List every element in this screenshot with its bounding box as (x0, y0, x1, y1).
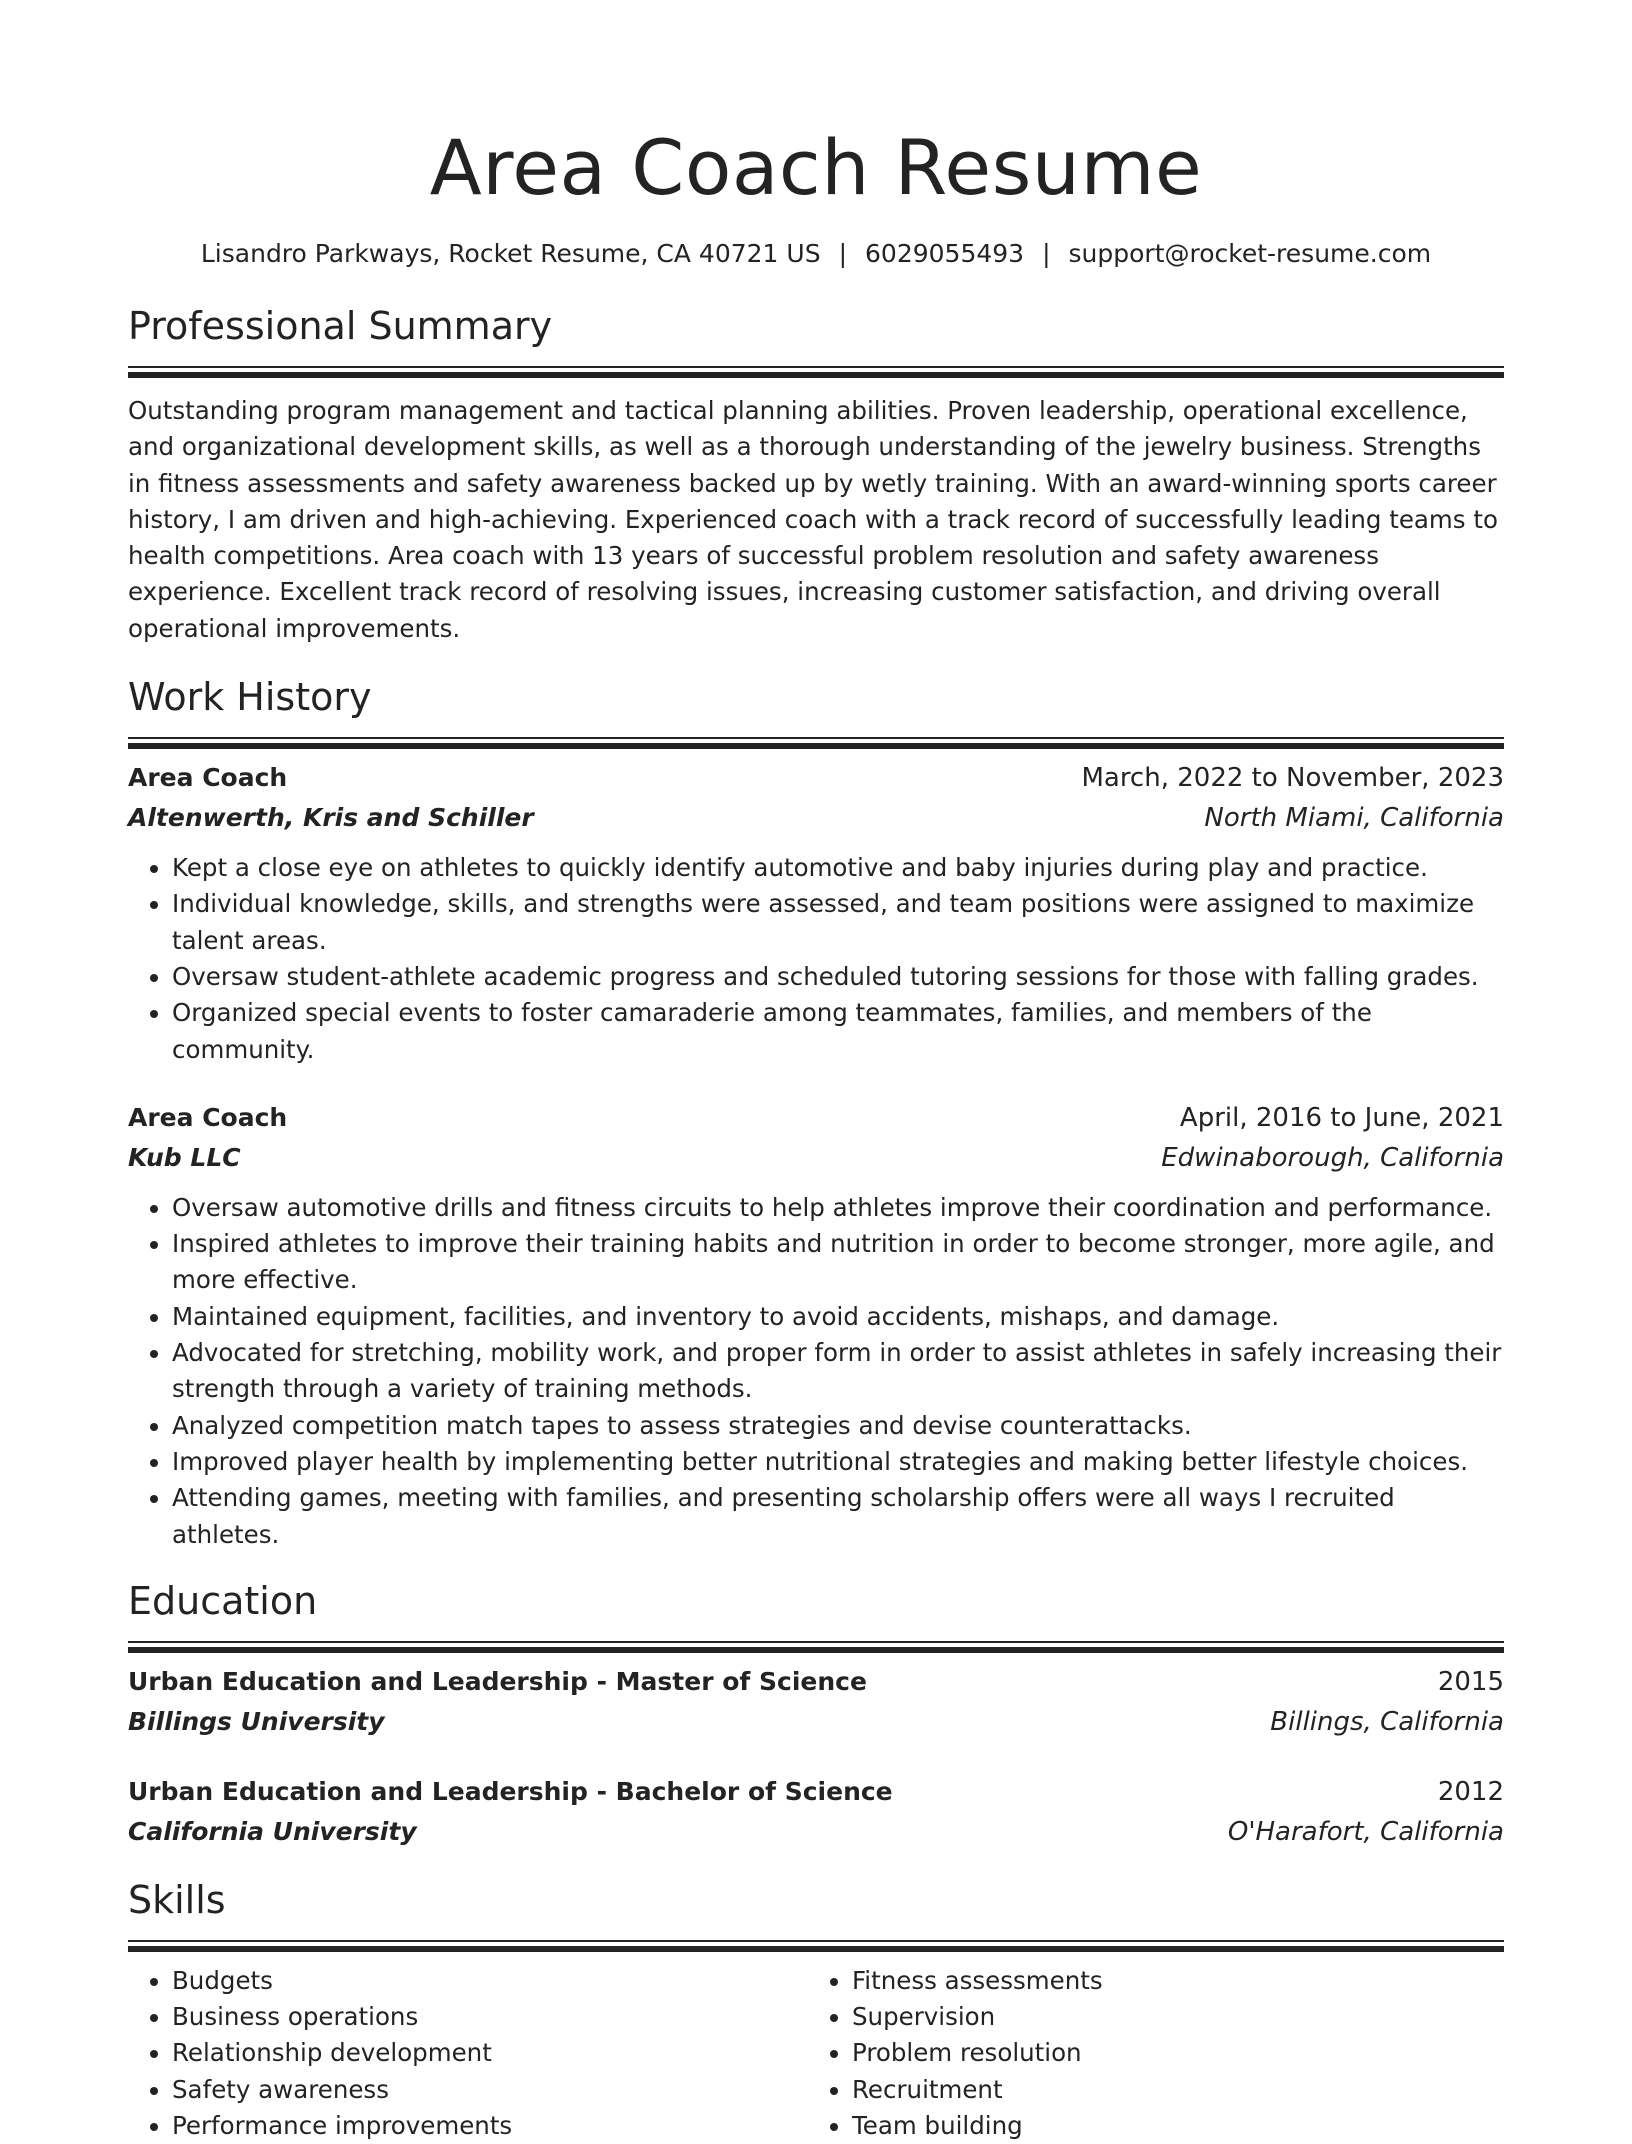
skills-list-right (808, 1963, 1488, 2144)
school-location: O'Harafort, California (1227, 1816, 1504, 1847)
section-heading-education: Education (128, 1578, 318, 1623)
graduation-year: 2015 (1437, 1666, 1504, 1697)
section-divider (128, 1641, 1504, 1652)
skill-item: • Recruitment (852, 2072, 1488, 2108)
degree-name: Urban Education and Leadership - Master of Science (128, 1666, 867, 1696)
employer-name: Kub LLC (128, 1142, 241, 1172)
job-title: Area Coach (128, 763, 288, 793)
job-location: Edwinaborough, California (1161, 1142, 1504, 1173)
school-name: California University (128, 1816, 417, 1846)
job-dates: April, 2016 to June, 2021 (1179, 1102, 1504, 1133)
contact-separator: | (1042, 239, 1051, 268)
employer-name: Altenwerth, Kris and Schiller (128, 803, 534, 833)
contact-line (128, 236, 1504, 272)
skill-item: • Problem resolution (852, 2035, 1488, 2071)
education-entry (128, 1662, 1504, 1742)
job-dates: March, 2022 to November, 2023 (1081, 763, 1504, 794)
contact-phone: 6029055493 (865, 239, 1025, 268)
job-duty: • Oversaw student-athlete academic progress and scheduled tutoring sessions for those with falling grades. (172, 959, 1504, 995)
job-duty: • Attending games, meeting with families, and presenting scholarship offers were all ways I recruited athletes. (172, 1480, 1504, 1553)
resume-title: Area Coach Resume (429, 123, 1203, 212)
school-name: Billings University (128, 1706, 385, 1736)
job-duty: • Individual knowledge, skills, and strengths were assessed, and team positions were assigned to maximize talent areas. (172, 886, 1504, 959)
job-location: North Miami, California (1204, 803, 1504, 834)
job-duty: • Inspired athletes to improve their training habits and nutrition in order to become stronger, more agile, and more effective. (172, 1226, 1504, 1299)
skill-item: • Business operations (172, 1999, 808, 2035)
summary-text: Outstanding program management and tactical planning abilities. Proven leadership, operational excellence, and organizational development skills, as well as a thorough understanding of the jewelry business. Strengths in fitness assessments and safety awareness backed up by wetly training. With an award-winning sports career history, I am driven and high-achieving. Experienced coach with a track record of successfully leading teams to health competitions. Area coach with 13 years of successful problem resolution and safety awareness experience. Excellent track record of resolving issues, increasing customer satisfaction, and driving overall operational improvements. (128, 396, 1498, 643)
job-duty: • Kept a close eye on athletes to quickly identify automotive and baby injuries during play and practice. (172, 850, 1504, 886)
work-history-section (128, 671, 1504, 1553)
skill-item: • Relationship development (172, 2035, 808, 2071)
skill-item: • Team building (852, 2108, 1488, 2144)
skill-item: • Fitness assessments (852, 1963, 1488, 1999)
summary-section (128, 300, 1504, 647)
skill-item: • Performance improvements (172, 2108, 808, 2144)
job-duty: • Analyzed competition match tapes to assess strategies and devise counterattacks. (172, 1408, 1504, 1444)
job-duty: • Advocated for stretching, mobility work, and proper form in order to assist athletes in safely increasing their strength through a variety of training methods. (172, 1335, 1504, 1408)
job-duty: • Oversaw automotive drills and fitness circuits to help athletes improve their coordination and performance. (172, 1190, 1504, 1226)
section-divider (128, 1940, 1504, 1951)
job-duty: • Maintained equipment, facilities, and inventory to avoid accidents, mishaps, and damage. (172, 1299, 1504, 1335)
job-entry (128, 758, 1504, 1068)
education-entry (128, 1772, 1504, 1852)
education-section (128, 1575, 1504, 1852)
contact-email: support@rocket-resume.com (1068, 239, 1432, 268)
job-title: Area Coach (128, 1102, 288, 1132)
skills-columns (128, 1963, 1504, 2144)
section-heading-skills: Skills (128, 1877, 226, 1922)
job-duties-list (128, 1190, 1504, 1553)
job-entry (128, 1098, 1504, 1553)
skills-section (128, 1874, 1504, 2144)
job-duty: • Improved player health by implementing better nutritional strategies and making better lifestyle choices. (172, 1444, 1504, 1480)
skill-item: • Budgets (172, 1963, 808, 1999)
skills-list-left (128, 1963, 808, 2144)
job-duties-list (128, 850, 1504, 1068)
graduation-year: 2012 (1437, 1776, 1504, 1807)
section-divider (128, 366, 1504, 377)
section-divider (128, 737, 1504, 748)
degree-name: Urban Education and Leadership - Bachelor of Science (128, 1776, 893, 1806)
job-duty: • Organized special events to foster camaraderie among teammates, families, and members of the community. (172, 995, 1504, 1068)
school-location: Billings, California (1270, 1706, 1504, 1737)
skill-item: • Safety awareness (172, 2072, 808, 2108)
skill-item: • Supervision (852, 1999, 1488, 2035)
contact-separator: | (838, 239, 848, 268)
section-heading-work-history: Work History (128, 675, 372, 720)
contact-address: Lisandro Parkways, Rocket Resume, CA 40721 US (200, 239, 821, 268)
section-heading-summary: Professional Summary (128, 304, 553, 348)
